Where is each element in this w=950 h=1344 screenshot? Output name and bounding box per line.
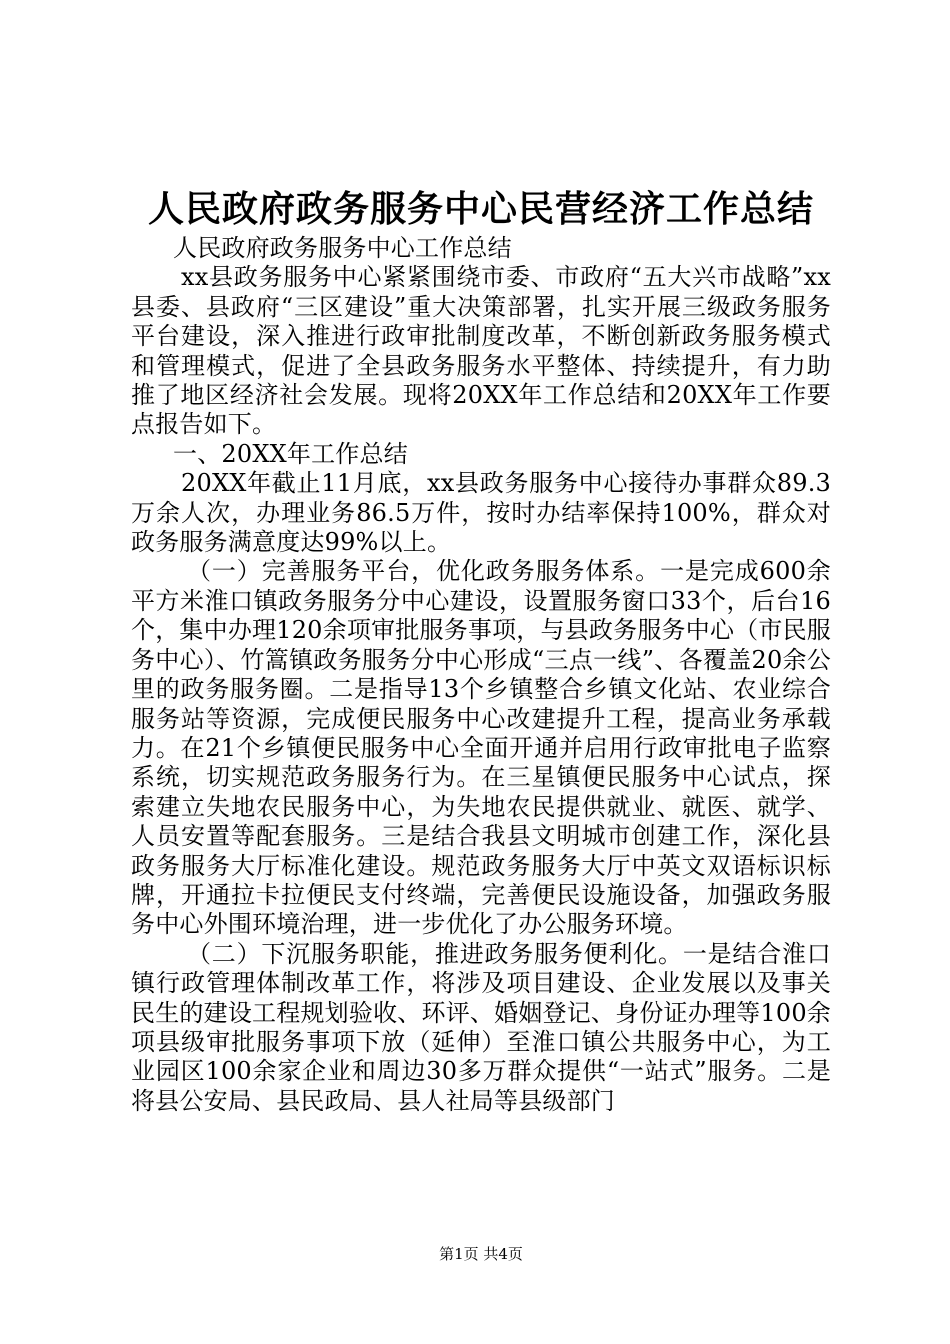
page-footer: 第1页 共4页	[439, 1245, 523, 1263]
section-heading: 一、20XX年工作总结	[173, 439, 408, 468]
subsection-2-paragraph: （二）下沉服务职能，推进政务服务便利化。一是结合淮口镇行政管理体制改革工作，将涉及项目建设、企业发展以及事关民生的建设工程规划验收、环评、婚姻登记、身份证办理等100余项县级审批服务事项下放（延伸）至淮口镇公共服务中心，为工业园区100余家企业和周边30多万群众提供“一站式”服务。二是将县公安局、县民政局、县人社局等县级部门	[131, 939, 831, 1115]
statistics-paragraph: 20XX年截止11月底，xx县政务服务中心接待办事群众89.3万余人次，办理业务86.5万件，按时办结率保持100%，群众对政务服务满意度达99%以上。	[131, 469, 831, 557]
subsection-1-paragraph: （一）完善服务平台，优化政务服务体系。一是完成600余平方米淮口镇政务服务分中心建设，设置服务窗口33个，后台16个，集中办理120余项审批服务事项，与县政务服务中心（市民服务中心）、竹篙镇政务服务分中心形成“三点一线”、各覆盖20余公里的政务服务圈。二是指导13个乡镇整合乡镇文化站、农业综合服务站等资源，完成便民服务中心改建提升工程，提高业务承载力。在21个乡镇便民服务中心全面开通并启用行政审批电子监察系统，切实规范政务服务行为。在三星镇便民服务中心试点，探索建立失地农民服务中心，为失地农民提供就业、就医、就学、人员安置等配套服务。三是结合我县文明城市创建工作，深化县政务服务大厅标准化建设。规范政务服务大厅中英文双语标识标牌，开通拉卡拉便民支付终端，完善便民设施设备，加强政务服务中心外围环境治理，进一步优化了办公服务环境。	[131, 557, 831, 939]
document-page	[131, 0, 831, 1344]
document-body	[131, 234, 831, 1116]
document-title: 人民政府政务服务中心民营经济工作总结	[147, 188, 814, 230]
subtitle-paragraph: 人民政府政务服务中心工作总结	[173, 234, 512, 262]
intro-paragraph: xx县政务服务中心紧紧围绕市委、市政府“五大兴市战略”xx县委、县政府“三区建设”重大决策部署，扎实开展三级政务服务平台建设，深入推进行政审批制度改革，不断创新政务服务模式和管理模式，促进了全县政务服务水平整体、持续提升，有力助推了地区经济社会发展。现将20XX年工作总结和20XX年工作要点报告如下。	[131, 263, 831, 439]
